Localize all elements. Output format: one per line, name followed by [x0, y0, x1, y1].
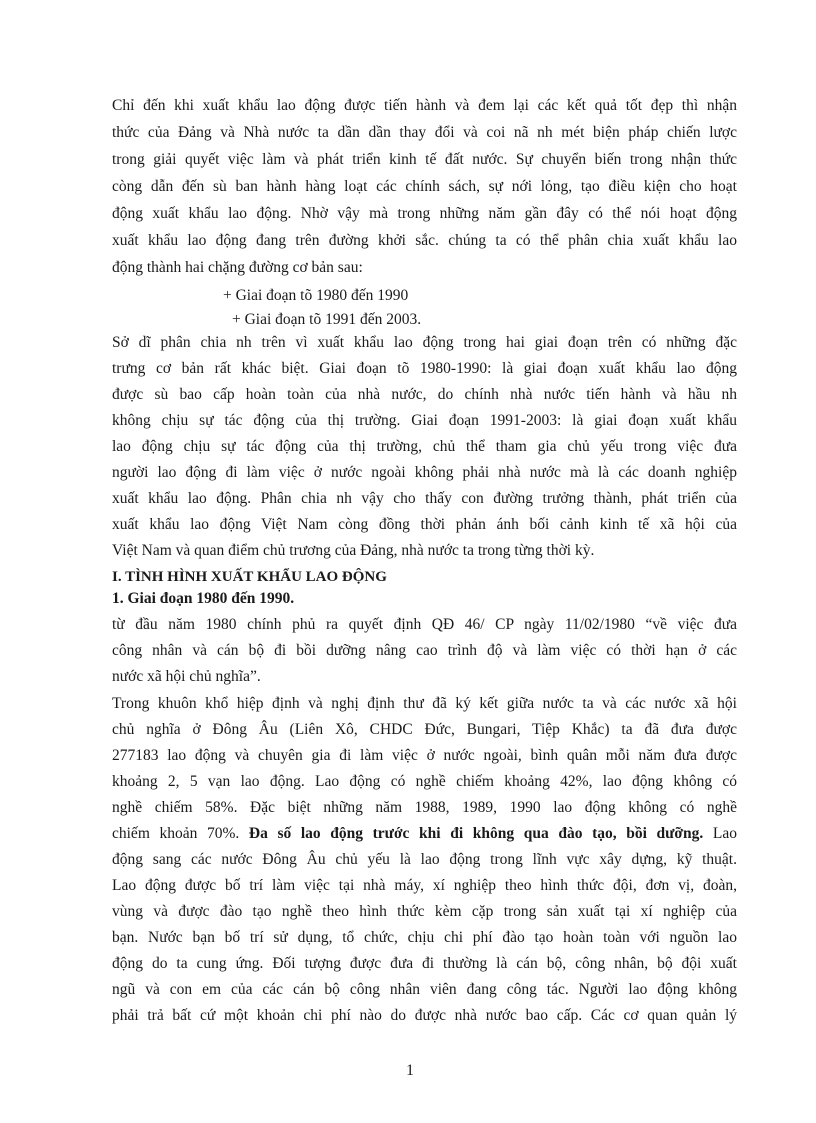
- paragraph-1-line: động xuất khẩu lao động. Nhờ vậy mà trong những năm gần đây có thể nói hoạt động: [112, 205, 737, 222]
- paragraph-4-text: Lao: [703, 825, 737, 842]
- paragraph-1-line: xuất khẩu lao động đang trên đường khởi sắc. chúng ta có thể phân chia xuất khẩu lao: [112, 232, 737, 249]
- paragraph-4-line: động sang các nước Đông Âu chủ yếu là lao động trong lĩnh vực xây dựng, kỹ thuật.: [112, 851, 737, 868]
- paragraph-1-line: trong giải quyết việc làm và phát triển kinh tế đất nước. Sự chuyển biến trong nhận thức: [112, 151, 737, 168]
- paragraph-3-line: nước xã hội chủ nghĩa”.: [112, 668, 261, 685]
- paragraph-2-line: xuất khẩu lao động Việt Nam còng đồng thời phản ánh bối cảnh kinh tế xã hội của: [112, 516, 737, 533]
- paragraph-4-line: động do ta cung ứng. Đối tượng được đưa đi thường là cán bộ, công nhân, bộ đội xuất: [112, 955, 737, 972]
- paragraph-1-line: động thành hai chặng đường cơ bản sau:: [112, 259, 363, 276]
- paragraph-2-line: không chịu sự tác động của thị trường. Giai đoạn 1991-2003: là giai đoạn xuất khẩu: [112, 412, 737, 429]
- list-item: + Giai đoạn tõ 1991 đến 2003.: [232, 311, 422, 328]
- paragraph-2-line: được sù bao cấp hoàn toàn của nhà nước, do chính nhà nước tiến hành và hầu nh: [112, 386, 737, 403]
- paragraph-4-line: Lao động được bố trí làm việc tại nhà máy, xí nghiệp theo hình thức đội, đơn vị, đoàn,: [112, 877, 737, 894]
- paragraph-2-line: Sở dĩ phân chia nh trên vì xuất khẩu lao động trong hai giai đoạn trên có những đặc: [112, 334, 737, 351]
- list-item: + Giai đoạn tõ 1980 đến 1990: [223, 287, 409, 304]
- paragraph-3-line: từ đầu năm 1980 chính phủ ra quyết định QĐ 46/ CP ngày 11/02/1980 “về việc đưa: [112, 616, 737, 633]
- paragraph-2-line: trưng cơ bản rất khác biệt. Giai đoạn tõ 1980-1990: là giai đoạn xuất khẩu lao động: [112, 360, 737, 377]
- paragraph-3-line: công nhân và cán bộ đi bồi dưỡng nâng cao trình độ và làm việc có thời hạn ở các: [112, 642, 737, 659]
- paragraph-2-line: người lao động đi làm việc ở nước ngoài không phải nhà nước mà là các doanh nghiệp: [112, 464, 737, 481]
- section-heading: I. TÌNH HÌNH XUẤT KHẨU LAO ĐỘNG: [112, 569, 387, 585]
- paragraph-4-line: bạn. Nước bạn bố trí sử dụng, tổ chức, chịu chi phí đào tạo hoàn toàn với nguồn lao: [112, 929, 737, 946]
- paragraph-4-line: chủ nghĩa ở Đông Âu (Liên Xô, CHDC Đức, Bungari, Tiệp Khắc) ta đã đưa được: [112, 721, 737, 738]
- paragraph-4-line: nghề chiếm 58%. Đặc biệt những năm 1988, 1989, 1990 lao động không có nghề: [112, 799, 737, 816]
- paragraph-4-line: phải trả bất cứ một khoản chi phí nào do được nhà nước bao cấp. Các cơ quan quản lý: [112, 1007, 737, 1024]
- paragraph-2-line: lao động chịu sự tác động của thị trường, chủ thể tham gia chủ yếu trong việc đưa: [112, 438, 737, 455]
- paragraph-2-line: Việt Nam và quan điểm chủ trương của Đảng, nhà nước ta trong từng thời kỳ.: [112, 542, 595, 559]
- paragraph-4-line: ngũ và con em của các cán bộ công nhân viên đang công tác. Người lao động không: [112, 981, 737, 998]
- page-number: 1: [406, 1062, 414, 1079]
- subsection-heading: 1. Giai đoạn 1980 đến 1990.: [112, 590, 295, 607]
- paragraph-4-mixed-line: [112, 823, 737, 845]
- paragraph-1-line: còng dẫn đến sù ban hành hàng loạt các chính sách, sự nới lỏng, tạo điều kiện cho hoạt: [112, 178, 737, 195]
- paragraph-1-line: thức của Đảng và Nhà nước ta dần dần thay đổi và coi nã nh mét biện pháp chiến lược: [112, 124, 737, 141]
- paragraph-4-line: khoảng 2, 5 vạn lao động. Lao động có nghề chiếm khoảng 42%, lao động không có: [112, 773, 737, 790]
- paragraph-4-text: chiếm khoản 70%.: [112, 825, 249, 842]
- paragraph-1-line: Chỉ đến khi xuất khẩu lao động được tiến hành và đem lại các kết quả tốt đẹp thì nhận: [112, 97, 737, 114]
- paragraph-4-line: 277183 lao động và chuyên gia đi làm việc ở nước ngoài, bình quân mỗi năm đưa được: [112, 747, 737, 764]
- paragraph-2-line: xuất khẩu lao động. Phân chia nh vậy cho thấy con đường trưởng thành, phát triển của: [112, 490, 737, 507]
- paragraph-4-line: vùng và được đào tạo nghề theo hình thức kèm cặp trong sản xuất tại xí nghiệp của: [112, 903, 737, 920]
- emphasis-text: Đa số lao động trước khi đi không qua đào tạo, bồi dưỡng.: [248, 825, 704, 842]
- paragraph-4-line: Trong khuôn khổ hiệp định và nghị định thư đã ký kết giữa nước ta và các nước xã hội: [112, 695, 737, 712]
